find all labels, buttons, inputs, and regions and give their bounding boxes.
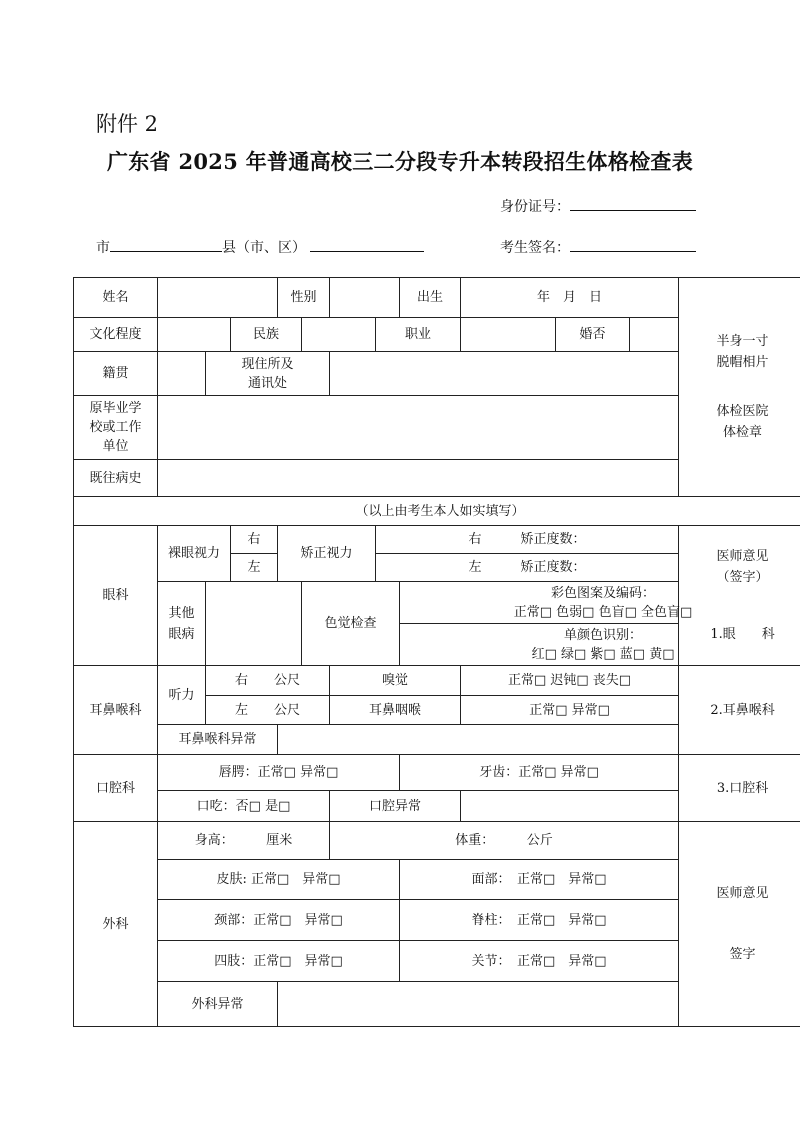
oral-abnormal-value[interactable] <box>461 791 679 822</box>
signature-field[interactable] <box>570 236 696 252</box>
birth-label: 出生 <box>400 278 461 318</box>
marital-value[interactable] <box>630 318 679 352</box>
smell-options[interactable]: 正常□ 迟钝□ 丧失□ <box>461 666 679 696</box>
ethnicity-value[interactable] <box>302 318 376 352</box>
hospital-seal-label: 体检医院 体检章 <box>716 404 769 440</box>
doctor-oral-cell <box>679 755 800 822</box>
other-eye-label: 其他 眼病 <box>158 582 206 666</box>
doctor-ent-item: 2.耳鼻喉科 <box>710 702 775 718</box>
mono-color-label: 单颜色识别： <box>564 627 643 643</box>
surgery-abnormal-label: 外科异常 <box>158 982 278 1027</box>
marital-label: 婚否 <box>556 318 630 352</box>
doctor-eye-item: 1.眼 科 <box>710 627 775 642</box>
id-number-label: 身份证号： <box>500 199 570 215</box>
limbs-options[interactable]: 四肢：正常□ 异常□ <box>158 941 400 982</box>
gender-value[interactable] <box>330 278 400 318</box>
weight-field[interactable]: 体重： 公斤 <box>330 822 679 860</box>
ent-section-label: 耳鼻喉科 <box>74 666 158 755</box>
fill-note: （以上由考生本人如实填写） <box>74 497 800 526</box>
ethnicity-label: 民族 <box>231 318 302 352</box>
birth-date-value[interactable]: 年 月 日 <box>461 278 679 318</box>
stutter-options[interactable]: 口吃：否□ 是□ <box>158 791 330 822</box>
left-degree-label: 左 矫正度数： <box>376 554 679 582</box>
color-pattern-label: 彩色图案及编码： <box>551 585 656 601</box>
color-check-label: 色觉检查 <box>302 582 400 666</box>
neck-options[interactable]: 颈部：正常□ 异常□ <box>158 900 400 941</box>
smell-label: 嗅觉 <box>330 666 461 696</box>
height-field[interactable]: 身高： 厘米 <box>158 822 330 860</box>
photo-seal-cell <box>679 278 800 497</box>
occupation-label: 职业 <box>376 318 461 352</box>
oral-abnormal-label: 口腔异常 <box>330 791 461 822</box>
hearing-left-label: 左 公尺 <box>206 696 330 725</box>
exam-form-table <box>73 277 800 1027</box>
joints-options[interactable]: 关节： 正常□ 异常□ <box>400 941 679 982</box>
spine-options[interactable]: 脊柱： 正常□ 异常□ <box>400 900 679 941</box>
doctor-opinion2-label: 医师意见 <box>716 886 769 901</box>
doctor-surgery-cell <box>679 822 800 1027</box>
address-value[interactable] <box>330 352 679 396</box>
naked-vision-label: 裸眼视力 <box>158 526 231 582</box>
gender-label: 性别 <box>278 278 330 318</box>
signature-line <box>500 236 696 257</box>
form-title: 广东省 2025 年普通高校三二分段专升本转段招生体格检查表 <box>106 149 694 174</box>
color-pattern-options[interactable]: 正常□ 色弱□ 色盲□ 全色盲□ <box>513 604 693 620</box>
doctor-oral-item: 3.口腔科 <box>716 780 769 796</box>
skin-options[interactable]: 皮肤: 正常□ 异常□ <box>158 860 400 900</box>
education-label: 文化程度 <box>74 318 158 352</box>
mono-color-options[interactable]: 红□ 绿□ 紫□ 蓝□ 黄□ <box>531 646 675 662</box>
ent-abnormal-value[interactable] <box>278 725 679 755</box>
other-eye-value[interactable] <box>206 582 302 666</box>
name-label: 姓名 <box>74 278 158 318</box>
teeth-options[interactable]: 牙齿：正常□ 异常□ <box>400 755 679 791</box>
native-place-value[interactable] <box>158 352 206 396</box>
surgery-section-label: 外科 <box>74 822 158 1027</box>
county-field[interactable] <box>310 236 424 252</box>
corrected-vision-label: 矫正视力 <box>278 526 376 582</box>
native-place-label: 籍贯 <box>74 352 158 396</box>
attachment-label: 附件 2 <box>96 112 159 136</box>
school-label: 原毕业学 校或工作 单位 <box>74 396 158 460</box>
ent-abnormal-label: 耳鼻喉科异常 <box>158 725 278 755</box>
education-value[interactable] <box>158 318 231 352</box>
throat-label: 耳鼻咽喉 <box>330 696 461 725</box>
throat-options[interactable]: 正常□ 异常□ <box>461 696 679 725</box>
hearing-right-label: 右 公尺 <box>206 666 330 696</box>
eye-section-label: 眼科 <box>74 526 158 666</box>
school-value[interactable] <box>158 396 679 460</box>
hearing-label: 听力 <box>158 666 206 725</box>
county-label: 县（市、区） <box>222 240 306 256</box>
address-label: 现住所及 通讯处 <box>206 352 330 396</box>
oral-section-label: 口腔科 <box>74 755 158 822</box>
doctor-opinion-label: 医师意见 （签字） <box>716 549 769 585</box>
name-value[interactable] <box>158 278 278 318</box>
naked-left-label: 左 <box>231 554 278 582</box>
id-number-field[interactable] <box>570 195 696 211</box>
surgery-abnormal-value[interactable] <box>278 982 679 1027</box>
city-field[interactable] <box>110 236 222 252</box>
face-options[interactable]: 面部： 正常□ 异常□ <box>400 860 679 900</box>
doctor-ent-cell <box>679 666 800 755</box>
history-label: 既往病史 <box>74 460 158 497</box>
location-line <box>96 236 424 257</box>
id-number-line <box>500 195 696 216</box>
lips-options[interactable]: 唇腭：正常□ 异常□ <box>158 755 400 791</box>
photo-label: 半身一寸 脱帽相片 <box>716 334 769 370</box>
city-label: 市 <box>96 240 110 256</box>
occupation-value[interactable] <box>461 318 556 352</box>
signature-label: 考生签名： <box>500 240 570 256</box>
doctor-sign-label: 签字 <box>729 947 756 962</box>
history-value[interactable] <box>158 460 679 497</box>
naked-right-label: 右 <box>231 526 278 554</box>
right-degree-label: 右 矫正度数： <box>376 526 679 554</box>
